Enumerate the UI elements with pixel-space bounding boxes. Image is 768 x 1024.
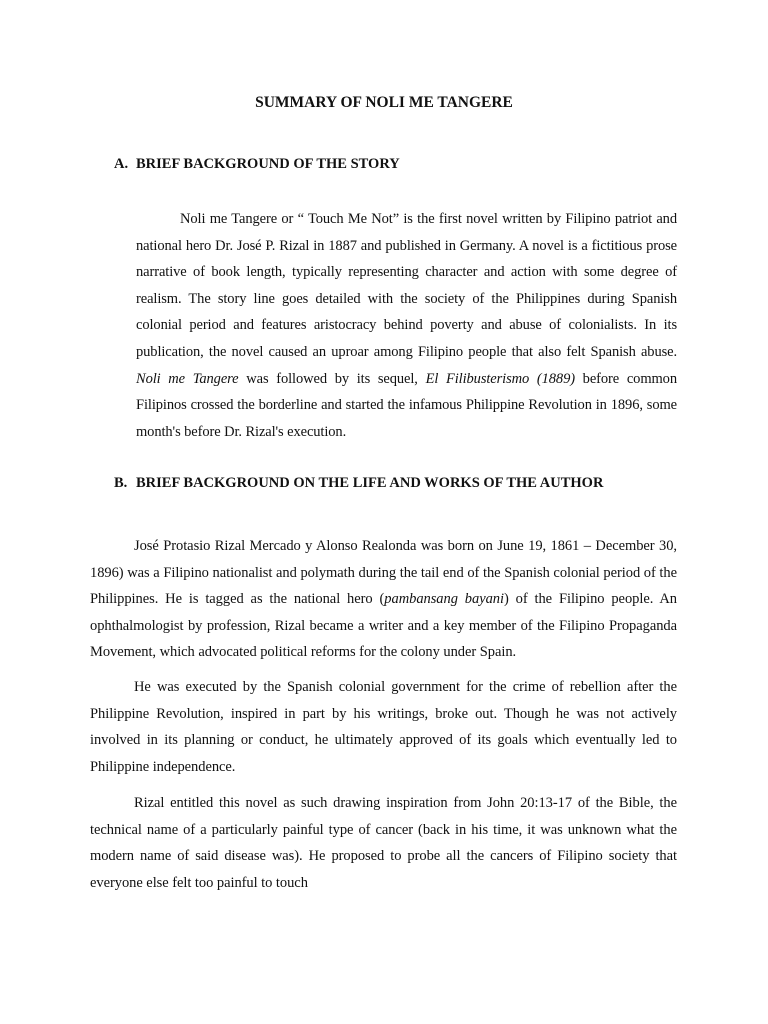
section-a-heading [114, 156, 400, 173]
section-b-marker: B. [114, 475, 128, 491]
section-b-p1-part1: José Protasio Rizal Mercado y Alonso Realonda was born on June 19, 1861 – December 30, 1896) was a Filipino nationalist and polymath during the tail end of the Spanish colonial period of the Philippines. He is tagged as the national hero ( [90, 538, 677, 608]
section-a-text-part2: was followed by its sequel, [238, 370, 426, 387]
section-b-p2-text: He was executed by the Spanish colonial government for the crime of rebellion after the Philippine Revolution, inspired in part by his writings, broke out. Though he was not actively involved in its planning or conduct, he ultimately approved of its goals which eventually led to Philippine independence. [90, 679, 677, 775]
section-b-p3-text: Rizal entitled this novel as such drawing inspiration from John 20:13-17 of the Bible, the technical name of a particularly painful type of cancer (back in his time, it was unknown what the modern name of said disease was). He proposed to probe all the cancers of Filipino society that everyone else felt too painful to touch [90, 795, 677, 891]
section-a-text-part3: before common Filipinos crossed the borderline and started the infamous Philippine Revolution in 1896, some month's before Dr. Rizal's execution. [136, 370, 677, 440]
novel-title-italic: Noli me Tangere [136, 370, 239, 387]
national-hero-term-italic: pambansang bayani [384, 591, 504, 608]
sequel-title-italic: El Filibusterismo (1889) [425, 370, 575, 387]
section-a-text-part1: Noli me Tangere or “ Touch Me Not” is the first novel written by Filipino patriot and national hero Dr. José P. Rizal in 1887 and published in Germany. A novel is a fictitious prose narrative of book length, typically representing character and action with some degree of realism. The story line goes detailed with the society of the Philippines during Spanish colonial period and features aristocracy behind poverty and abuse of colonialists. In its publication, the novel caused an uproar among Filipino people that also felt Spanish abuse. [136, 211, 677, 360]
section-a-paragraph [136, 206, 677, 445]
section-b-heading-text: BRIEF BACKGROUND ON THE LIFE AND WORKS OF THE AUTHOR [136, 475, 604, 491]
section-b-p1-part2: ) of the Filipino people. An ophthalmologist by profession, Rizal became a writer and a key member of the Filipino Propaganda Movement, which advocated political reforms for the colony under Spain. [90, 591, 677, 661]
section-b-heading [114, 475, 603, 492]
section-a-marker: A. [114, 156, 129, 172]
document-title: SUMMARY OF NOLI ME TANGERE [255, 94, 513, 111]
section-b-paragraph-3 [90, 790, 677, 896]
section-b-paragraph-1 [90, 533, 677, 666]
section-a-heading-text: BRIEF BACKGROUND OF THE STORY [136, 156, 400, 172]
section-b-paragraph-2 [90, 674, 677, 780]
